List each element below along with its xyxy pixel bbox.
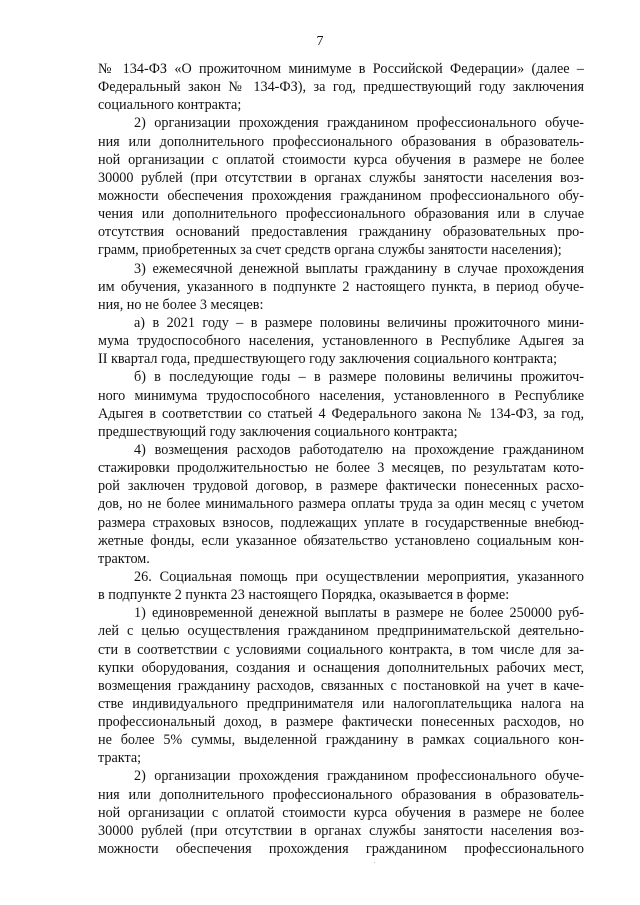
text-line: стажировки продолжительностью не более 3 месяцев, по результатам кото- (98, 460, 584, 477)
text-line: II квартал года, предшествующего году заключения социального контракта; (98, 351, 558, 368)
text-line: 30000 рублей (при отсутствии в органах службы занятости населения воз- (98, 822, 584, 839)
text-line: сти в соответствии с условиями социального контракта, в том числе для за- (98, 641, 584, 658)
page-number: 7 (316, 34, 324, 49)
text-line: им обучения, указанного в подпункте 2 настоящего пункта, в период обуче- (98, 278, 584, 295)
text-line: тракта; (98, 750, 142, 767)
text-line: 26. Социальная помощь при осуществлении мероприятия, указанного (134, 568, 584, 585)
text-line: № 134-ФЗ «О прожиточном минимуме в Российской Федерации» (далее – (98, 61, 584, 77)
text-line: а) в 2021 году – в размере половины величины прожиточного мини- (134, 314, 584, 331)
text-line: ного минимума трудоспособного населения, установленного в Республике (98, 387, 584, 404)
text-line: трактом. (98, 550, 150, 567)
text-line: стве индивидуального предпринимателя или налогоплательщика налога на (98, 695, 584, 712)
text-line: предшествующий году заключения социального контракта; (98, 423, 458, 440)
scan-speck (374, 862, 375, 863)
text-line: жетные фонды, если указанное обязательство установлено социальным кон- (98, 532, 584, 549)
text-line: ния или дополнительного профессионального образования в образователь- (98, 786, 584, 803)
text-line: дов, но не более минимального размера оплаты труда за один месяц с учетом (98, 496, 584, 513)
text-line: 3) ежемесячной денежной выплаты гражданину в случае прохождения (134, 260, 584, 277)
text-line: размера страховых взносов, подлежащих уплате в государственные внебюд- (98, 514, 584, 531)
text-line: ной организации с оплатой стоимости курса обучения в размере не более (98, 804, 584, 821)
text-line: купки оборудования, создания и оснащения дополнительных рабочих мест, (98, 659, 584, 676)
text-line: не более 5% суммы, выделенной гражданину в рамках социального кон- (98, 732, 584, 749)
text-line: отсутствия оснований предоставления гражданину образовательных про- (98, 224, 584, 241)
text-line: Адыгея в соответствии со статьей 4 Федерального закона № 134-ФЗ, за год, (98, 405, 584, 422)
text-line: б) в последующие годы – в размере половины величины прожиточ- (134, 369, 584, 386)
text-line: Федеральный закон № 134-ФЗ), за год, предшествующий году заключения (98, 79, 584, 96)
text-line: социального контракта; (98, 97, 242, 114)
text-line: 1) единовременной денежной выплаты в размере не более 250000 руб- (134, 605, 584, 622)
text-line: 2) организации прохождения гражданином профессионального обуче- (134, 115, 584, 132)
text-line: 2) организации прохождения гражданином профессионального обуче- (134, 768, 584, 785)
text-line: рой заключен трудовой договор, в размере фактически понесенных расхо- (98, 478, 584, 495)
text-line: в подпункте 2 пункта 23 настоящего Порядка, оказывается в форме: (98, 587, 510, 604)
text-line: ния, но не более 3 месяцев: (98, 296, 264, 313)
text-line: можности обеспечения прохождения гражданином профессионального обу- (98, 187, 584, 204)
text-line: мума трудоспособного населения, установленного в Республике Адыгея за (98, 333, 584, 350)
text-line: возмещения гражданину расходов, связанных с постановкой на учет в каче- (98, 677, 584, 694)
text-line: 4) возмещения расходов работодателю на прохождение гражданином (134, 441, 584, 458)
text-line: лей с целью осуществления гражданином предпринимательской деятельно- (98, 623, 584, 640)
document-body (98, 60, 584, 858)
text-line: 30000 рублей (при отсутствии в органах службы занятости населения воз- (98, 169, 584, 186)
text-line: ной организации с оплатой стоимости курса обучения в размере не более (98, 151, 584, 168)
text-line: ния или дополнительного профессионального образования в образователь- (98, 133, 584, 150)
text-line: грамм, приобретенных за счет средств органа службы занятости населения); (98, 242, 562, 259)
text-line: можности обеспечения прохождения гражданином профессионального (98, 841, 584, 858)
text-line: чения или дополнительного профессионального образования или в случае (98, 206, 584, 223)
text-line: профессиональный доход, в размере фактически понесенных расходов, но (98, 714, 584, 731)
